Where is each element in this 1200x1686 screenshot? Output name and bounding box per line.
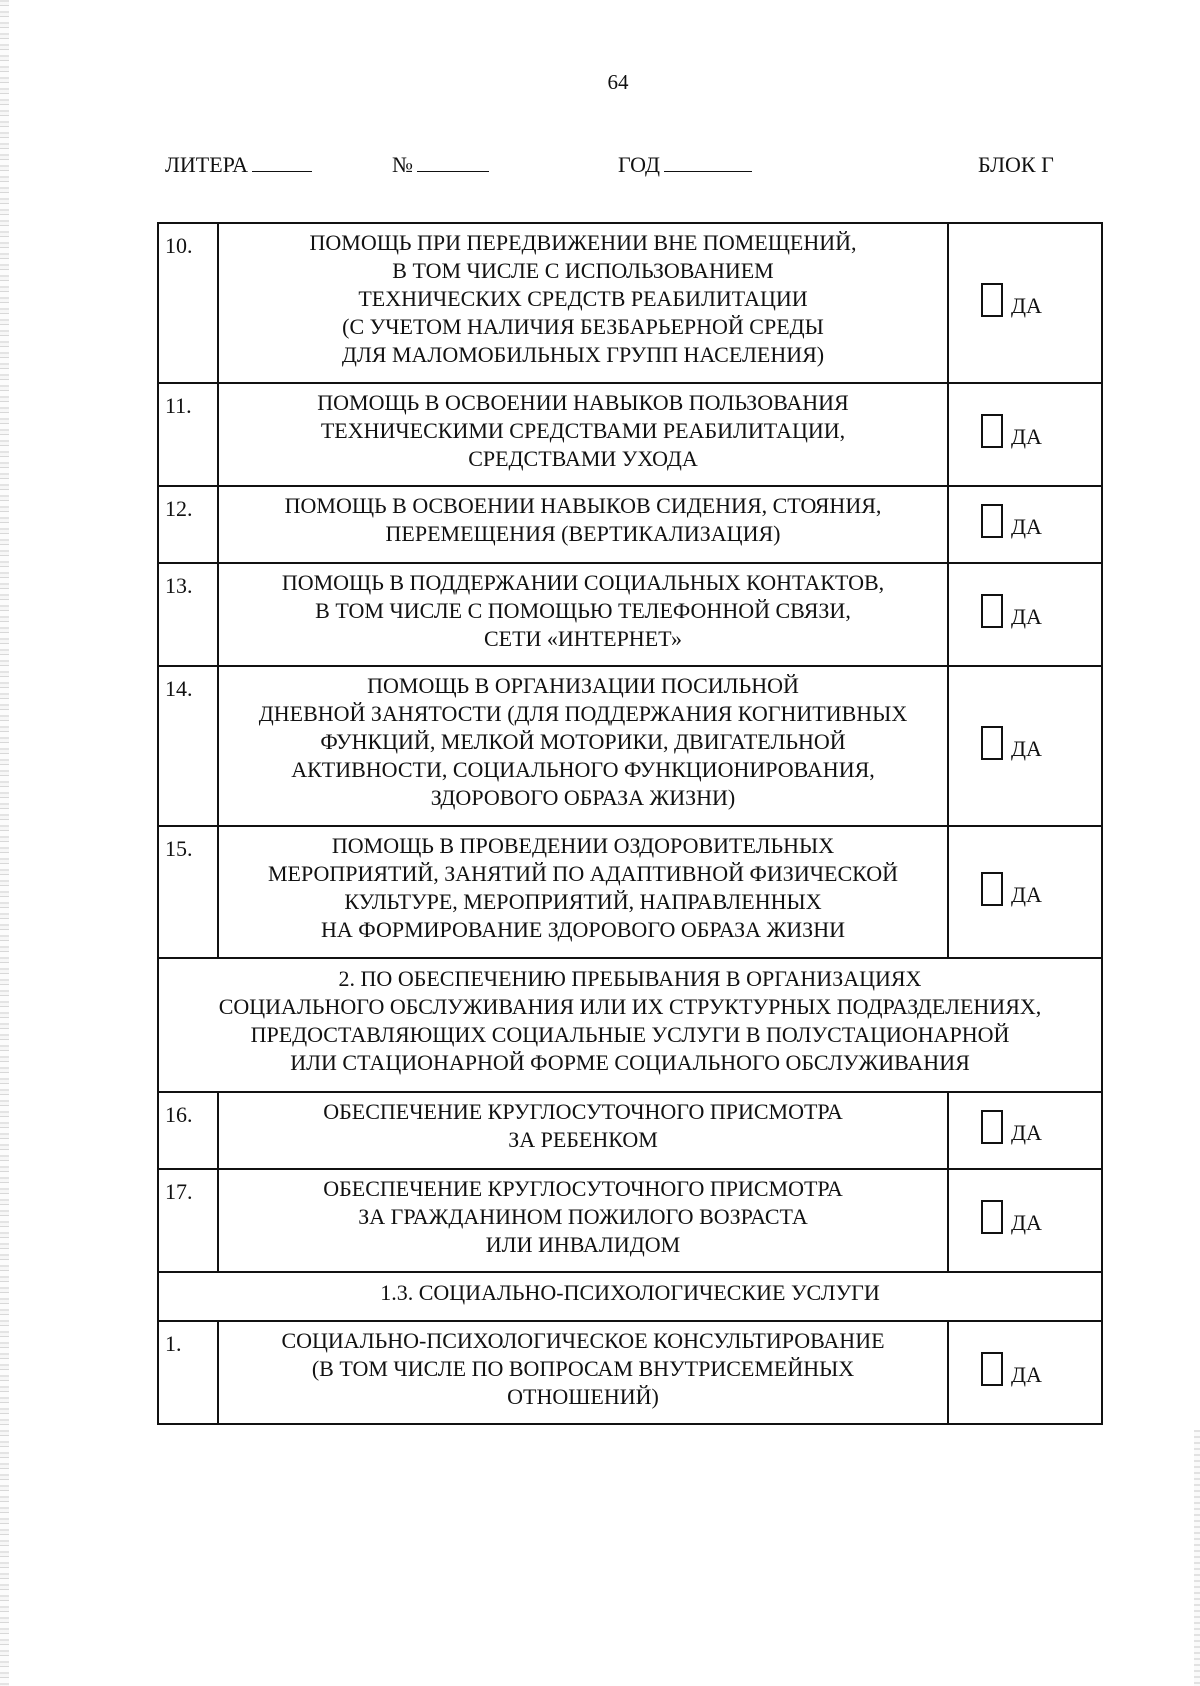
- row-number: 17.: [158, 1169, 218, 1272]
- service-row: [158, 1092, 1102, 1169]
- service-row: [158, 1321, 1102, 1424]
- litera-label: ЛИТЕРА: [165, 152, 248, 177]
- row-number: 1.: [158, 1321, 218, 1424]
- year-field: [618, 152, 752, 178]
- row-number: 10.: [158, 223, 218, 383]
- service-description: ОБЕСПЕЧЕНИЕ КРУГЛОСУТОЧНОГО ПРИСМОТРА ЗА РЕБЕНКОМ: [218, 1092, 948, 1169]
- yes-label: ДА: [1011, 1210, 1042, 1235]
- service-description: ПОМОЩЬ В ПОДДЕРЖАНИИ СОЦИАЛЬНЫХ КОНТАКТОВ, В ТОМ ЧИСЛЕ С ПОМОЩЬЮ ТЕЛЕФОННОЙ СВЯЗИ, СЕТИ «ИНТЕРНЕТ»: [218, 563, 948, 666]
- row-number: 13.: [158, 563, 218, 666]
- scan-edge-right: [1194, 1430, 1200, 1686]
- services-table-body: [158, 223, 1102, 1424]
- service-row: [158, 563, 1102, 666]
- answer-cell: [948, 486, 1102, 563]
- answer-cell: [948, 223, 1102, 383]
- yes-checkbox[interactable]: [981, 504, 1003, 538]
- row-number: 12.: [158, 486, 218, 563]
- service-row: [158, 223, 1102, 383]
- services-table: [157, 222, 1103, 1425]
- yes-checkbox[interactable]: [981, 1200, 1003, 1234]
- service-description: ПОМОЩЬ В ОРГАНИЗАЦИИ ПОСИЛЬНОЙ ДНЕВНОЙ ЗАНЯТОСТИ (ДЛЯ ПОДДЕРЖАНИЯ КОГНИТИВНЫХ ФУНКЦИЙ, МЕЛКОЙ МОТОРИКИ, ДВИГАТЕЛЬНОЙ АКТИВНОСТИ, СОЦИАЛЬНОГО ФУНКЦИОНИРОВАНИЯ, ЗДОРОВОГО ОБРАЗА ЖИЗНИ): [218, 666, 948, 826]
- year-blank[interactable]: [664, 153, 752, 172]
- number-blank[interactable]: [417, 153, 489, 172]
- service-description: ПОМОЩЬ В ПРОВЕДЕНИИ ОЗДОРОВИТЕЛЬНЫХ МЕРОПРИЯТИЙ, ЗАНЯТИЙ ПО АДАПТИВНОЙ ФИЗИЧЕСКОЙ КУЛЬТУРЕ, МЕРОПРИЯТИЙ, НАПРАВЛЕННЫХ НА ФОРМИРОВАНИЕ ЗДОРОВОГО ОБРАЗА ЖИЗНИ: [218, 826, 948, 958]
- answer-cell: [948, 563, 1102, 666]
- yes-label: ДА: [1011, 1120, 1042, 1145]
- yes-label: ДА: [1011, 514, 1042, 539]
- service-row: [158, 826, 1102, 958]
- service-description: ПОМОЩЬ В ОСВОЕНИИ НАВЫКОВ ПОЛЬЗОВАНИЯ ТЕХНИЧЕСКИМИ СРЕДСТВАМИ РЕАБИЛИТАЦИИ, СРЕДСТВАМИ УХОДА: [218, 383, 948, 486]
- service-description: ПОМОЩЬ В ОСВОЕНИИ НАВЫКОВ СИДЕНИЯ, СТОЯНИЯ, ПЕРЕМЕЩЕНИЯ (ВЕРТИКАЛИЗАЦИЯ): [218, 486, 948, 563]
- section-row: [158, 1272, 1102, 1321]
- row-number: 14.: [158, 666, 218, 826]
- row-number: 15.: [158, 826, 218, 958]
- yes-checkbox[interactable]: [981, 872, 1003, 906]
- year-label: ГОД: [618, 152, 660, 177]
- answer-cell: [948, 1169, 1102, 1272]
- yes-checkbox[interactable]: [981, 414, 1003, 448]
- yes-checkbox[interactable]: [981, 726, 1003, 760]
- answer-cell: [948, 1092, 1102, 1169]
- yes-label: ДА: [1011, 1362, 1042, 1387]
- yes-checkbox[interactable]: [981, 283, 1003, 317]
- number-label: №: [392, 152, 413, 177]
- scan-edge-left: [0, 0, 9, 1686]
- yes-option[interactable]: [981, 872, 1042, 906]
- service-row: [158, 1169, 1102, 1272]
- litera-blank[interactable]: [252, 153, 312, 172]
- service-description: СОЦИАЛЬНО-ПСИХОЛОГИЧЕСКОЕ КОНСУЛЬТИРОВАНИЕ (В ТОМ ЧИСЛЕ ПО ВОПРОСАМ ВНУТРИСЕМЕЙНЫХ ОТНОШЕНИЙ): [218, 1321, 948, 1424]
- service-row: [158, 383, 1102, 486]
- yes-option[interactable]: [981, 283, 1042, 317]
- section-heading: 1.3. СОЦИАЛЬНО-ПСИХОЛОГИЧЕСКИЕ УСЛУГИ: [158, 1272, 1102, 1321]
- answer-cell: [948, 666, 1102, 826]
- page-number: 64: [607, 70, 629, 94]
- section-heading: 2. ПО ОБЕСПЕЧЕНИЮ ПРЕБЫВАНИЯ В ОРГАНИЗАЦИЯХ СОЦИАЛЬНОГО ОБСЛУЖИВАНИЯ ИЛИ ИХ СТРУКТУРНЫХ ПОДРАЗДЕЛЕНИЯХ, ПРЕДОСТАВЛЯЮЩИХ СОЦИАЛЬНЫЕ УСЛУГИ В ПОЛУСТАЦИОНАРНОЙ ИЛИ СТАЦИОНАРНОЙ ФОРМЕ СОЦИАЛЬНОГО ОБСЛУЖИВАНИЯ: [158, 958, 1102, 1092]
- yes-checkbox[interactable]: [981, 594, 1003, 628]
- yes-option[interactable]: [981, 414, 1042, 448]
- litera-field: [165, 152, 312, 178]
- service-description: ОБЕСПЕЧЕНИЕ КРУГЛОСУТОЧНОГО ПРИСМОТРА ЗА ГРАЖДАНИНОМ ПОЖИЛОГО ВОЗРАСТА ИЛИ ИНВАЛИДОМ: [218, 1169, 948, 1272]
- yes-option[interactable]: [981, 1200, 1042, 1234]
- yes-option[interactable]: [981, 1110, 1042, 1144]
- yes-label: ДА: [1011, 604, 1042, 629]
- service-row: [158, 666, 1102, 826]
- section-row: [158, 958, 1102, 1092]
- block-label: БЛОК Г: [978, 152, 1054, 177]
- yes-label: ДА: [1011, 292, 1042, 318]
- service-row: [158, 486, 1102, 563]
- yes-option[interactable]: [981, 1352, 1042, 1386]
- answer-cell: [948, 1321, 1102, 1424]
- yes-option[interactable]: [981, 504, 1042, 538]
- answer-cell: [948, 826, 1102, 958]
- yes-option[interactable]: [981, 726, 1042, 760]
- number-field: [392, 152, 489, 178]
- service-description: ПОМОЩЬ ПРИ ПЕРЕДВИЖЕНИИ ВНЕ ПОМЕЩЕНИЙ, В ТОМ ЧИСЛЕ С ИСПОЛЬЗОВАНИЕМ ТЕХНИЧЕСКИХ СРЕДСТВ РЕАБИЛИТАЦИИ (С УЧЕТОМ НАЛИЧИЯ БЕЗБАРЬЕРНОЙ СРЕДЫ ДЛЯ МАЛОМОБИЛЬНЫХ ГРУПП НАСЕЛЕНИЯ): [218, 223, 948, 383]
- yes-checkbox[interactable]: [981, 1352, 1003, 1386]
- row-number: 16.: [158, 1092, 218, 1169]
- yes-label: ДА: [1011, 881, 1042, 907]
- answer-cell: [948, 383, 1102, 486]
- yes-label: ДА: [1011, 735, 1042, 761]
- yes-checkbox[interactable]: [981, 1110, 1003, 1144]
- yes-option[interactable]: [981, 594, 1042, 628]
- row-number: 11.: [158, 383, 218, 486]
- yes-label: ДА: [1011, 424, 1042, 449]
